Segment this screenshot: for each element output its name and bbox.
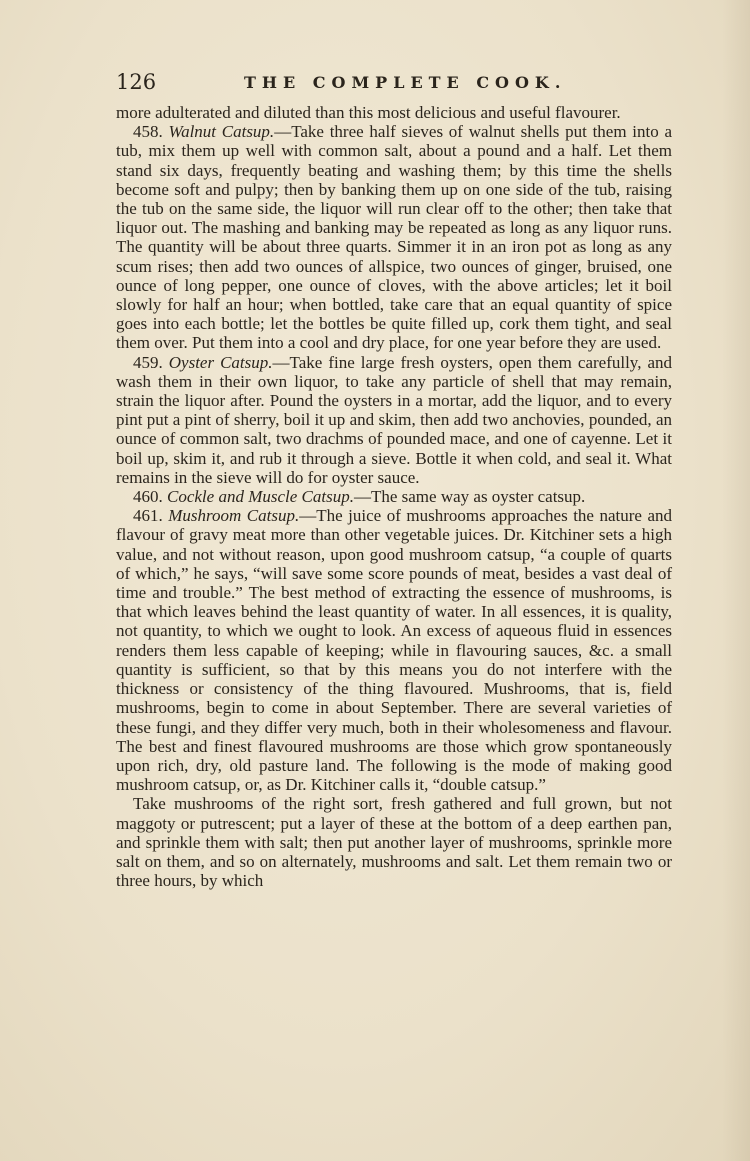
recipe-text: —Take three half sieves of walnut shells put them into a tub, mix them up well with common salt, about a pound and a half. Let them stand six days, frequently beating and washing them; by this time the shells become soft and pulpy; then by banking them up on one side of the tub, raising the tub on the same side, the liquor will run clear off to the other; then take that liquor out. The mashing and banking may be repeated as long as any liquor runs. The quantity will be about three quarts. Simmer it in an iron pot as long as any scum rises; then add two ounces of allspice, two ounces of ginger, bruised, one ounce of long pepper, one ounce of cloves, with the above articles; let it boil slowly for half an hour; when bottled, take care that an equal quantity of spice goes into each bottle; let the bottles be quite filled up, cork them tight, and seal them over. Put them into a cool and dry place, for one year before they are used. [116, 122, 672, 353]
recipe-heading: Walnut Catsup. [168, 122, 275, 142]
recipe-number: 461. [133, 506, 163, 526]
running-title: THE COMPLETE COOK. [244, 73, 567, 92]
recipe-461 [116, 506, 672, 794]
recipe-text: —The same way as oyster catsup. [353, 487, 586, 507]
paragraph-text: more adulterated and diluted than this most delicious and useful flavourer. [116, 103, 621, 122]
recipe-460 [116, 487, 672, 506]
paragraph-continued [116, 103, 672, 122]
recipe-heading: Cockle and Muscle Catsup. [167, 487, 354, 507]
recipe-text: —The juice of mushrooms approaches the nature and flavour of gravy meat more than other vegetable juices. Dr. Kitchiner sets a high value, and not without reason, upon good mushroom catsup, “a couple of quarts of which,” he says, “will save some score pounds of meat, besides a vast deal of time and trouble.” The best method of extracting the essence of mushrooms, is that which leaves behind the least quantity of water. In all essences, it is quality, not quantity, to which we ought to look. An excess of aqueous fluid in essences renders them less capable of keeping; while in flavouring sauces, &c. a small quantity is sufficient, so that by this means you do not interfere with the thickness or consistency of the thing flavoured. Mushrooms, that is, field mushrooms, begin to come in about September. There are several varieties of these fungi, and they differ very much, both in their wholesomeness and flavour. The best and finest flavoured mushrooms are those which grow spontaneously upon rich, dry, old pasture land. The following is the mode of making good mushroom catsup, or, as Dr. Kitchiner calls it, “double catsup.” [116, 506, 673, 795]
page-header [116, 70, 672, 96]
page-edge-shadow [722, 0, 750, 1161]
recipe-458 [116, 122, 672, 352]
body-text [116, 103, 672, 890]
page-number: 126 [116, 70, 157, 94]
recipe-number: 458. [133, 122, 163, 142]
recipe-number: 459. [133, 352, 163, 372]
recipe-459 [116, 353, 672, 487]
paragraph-text: Take mushrooms of the right sort, fresh gathered and full grown, but not maggoty or putrescent; put a layer of these at the bottom of a deep earthen pan, and sprinkle them with salt; then put another layer of mushrooms, sprinkle more salt on them, and so on alternately, mushrooms and salt. Let them remain two or three hours, by which [116, 794, 672, 891]
recipe-heading: Mushroom Catsup. [168, 506, 300, 526]
paragraph-method [116, 794, 672, 890]
recipe-text: —Take fine large fresh oysters, open them carefully, and wash them in their own liquor, to take any particle of shell that may remain, strain the liquor after. Pound the oysters in a mortar, add the liquor, and to every pint put a pint of sherry, boil it up and skim, then add two anchovies, pounded, an ounce of common salt, two drachms of pounded mace, and one of cayenne. Let it boil up, skim it, and rub it through a sieve. Bottle it when cold, and seal it. What remains in the sieve will do for oyster sauce. [116, 352, 673, 487]
recipe-heading: Oyster Catsup. [168, 352, 273, 372]
recipe-number: 460. [133, 487, 163, 507]
